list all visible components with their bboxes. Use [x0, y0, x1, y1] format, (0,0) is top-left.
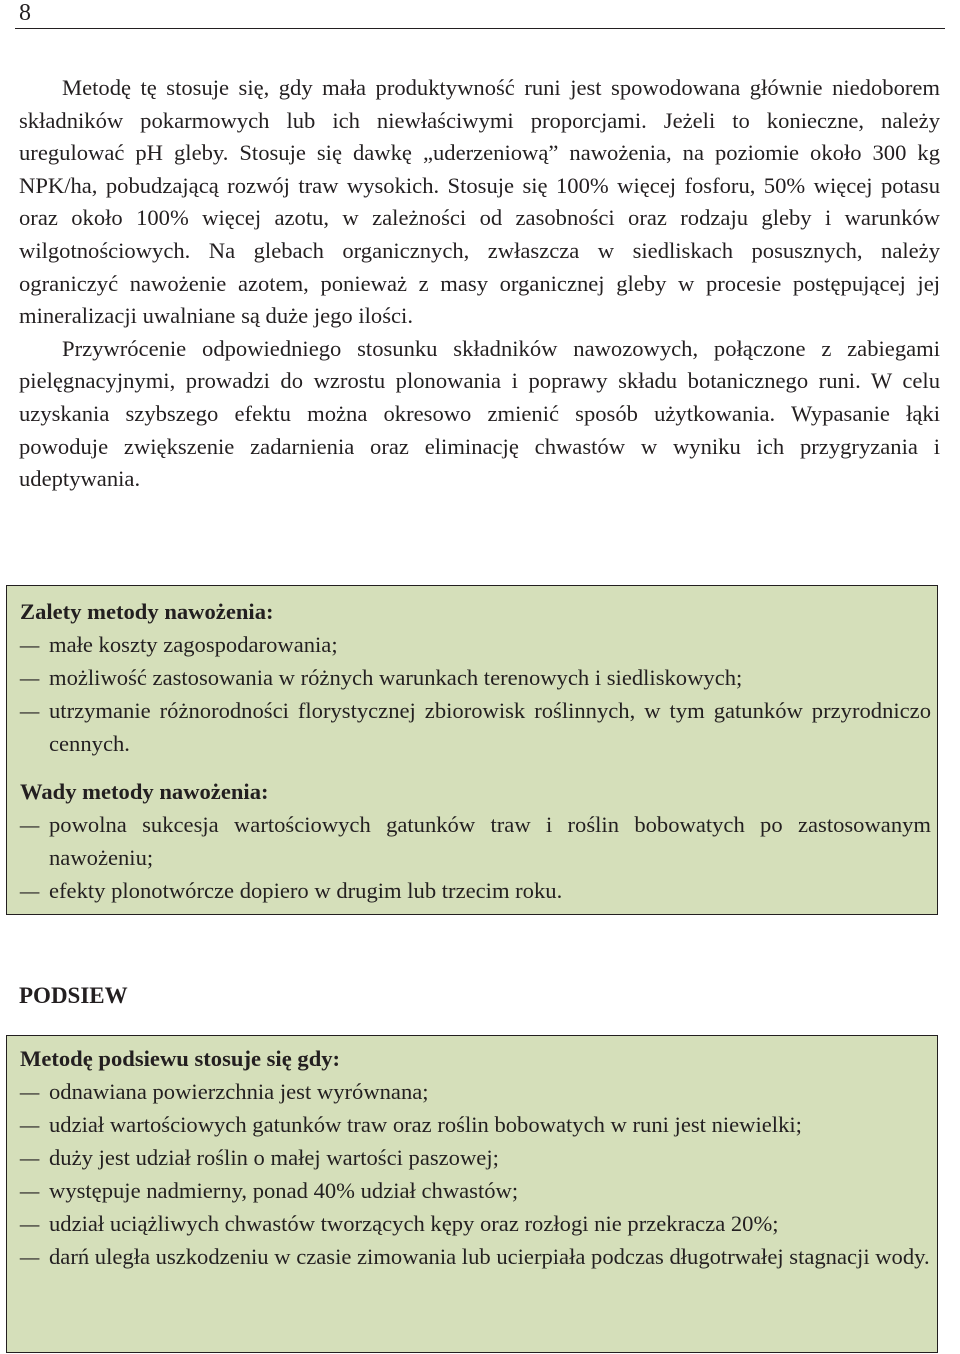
list-item: – utrzymanie różnorodności florystycznej zbiorowisk roślinnych, w tym gatunków przyrodniczo cennych.	[20, 694, 931, 760]
section-heading: PODSIEW	[19, 983, 128, 1008]
list-item: – występuje nadmierny, ponad 40% udział chwastów;	[20, 1174, 931, 1207]
list-item: – powolna sukcesja wartościowych gatunków traw i roślin bobowatych po zastosowanym nawożeniu;	[20, 808, 931, 874]
list-item: – efekty plonotwórcze dopiero w drugim lub trzecim roku.	[20, 874, 931, 907]
body-text	[19, 72, 940, 496]
podsiew-heading: Metodę podsiewu stosuje się gdy:	[20, 1046, 341, 1071]
paragraph: Metodę tę stosuje się, gdy mała produktywność runi jest spowodowana głównie niedoborem składników pokarmowych lub ich niewłaściwymi proporcjami. Jeżeli to konieczne, należy uregulować pH gleby. Stosuje się dawkę „uderzeniową” nawożenia, na poziomie około 300 kg NPK/ha, pobudzającą rozwój traw wysokich. Stosuje się 100% więcej fosforu, 50% więcej potasu oraz około 100% więcej azotu, w zależności od zasobności oraz rodzaju gleby i warunków wilgotnościowych. Na glebach organicznych, zwłaszcza w siedliskach posusznych, należy ograniczyć nawożenie azotem, ponieważ z masy organicznej gleby w procesie postępującej jej mineralizacji uwalniane są duże jego ilości.	[19, 75, 940, 329]
podsiew-box	[6, 1035, 938, 1353]
list-item: – udział wartościowych gatunków traw oraz roślin bobowatych w runi jest niewielki;	[20, 1108, 931, 1141]
podsiew-list	[20, 1075, 931, 1273]
list-item: – udział uciążliwych chwastów tworzących kępy oraz rozłogi nie przekracza 20%;	[20, 1207, 931, 1240]
advantages-box	[6, 585, 938, 915]
disadvantages-list	[20, 808, 931, 907]
header-rule	[15, 28, 945, 29]
advantages-heading: Zalety metody nawożenia:	[20, 599, 274, 624]
paragraph: Przywrócenie odpowiedniego stosunku składników nawozowych, połączone z zabiegami pielęgnacyjnymi, prowadzi do wzrostu plonowania i poprawy składu botanicznego runi. W celu uzyskania szybszego efektu można okresowo zmienić sposób użytkowania. Wypasanie łąki powoduje zwiększenie zadarnienia oraz eliminację chwastów w wyniku ich przygryzania i udeptywania.	[19, 335, 940, 492]
list-item: – darń uległa uszkodzeniu w czasie zimowania lub ucierpiała podczas długotrwałej stagnacji wody.	[20, 1240, 931, 1273]
page-number: 8	[19, 0, 31, 26]
list-item: – małe koszty zagospodarowania;	[20, 628, 931, 661]
advantages-list	[20, 628, 931, 760]
list-item: – duży jest udział roślin o małej wartości paszowej;	[20, 1141, 931, 1174]
list-item: – możliwość zastosowania w różnych warunkach terenowych i siedliskowych;	[20, 661, 931, 694]
disadvantages-heading: Wady metody nawożenia:	[20, 779, 269, 804]
list-item: – odnawiana powierzchnia jest wyrównana;	[20, 1075, 931, 1108]
